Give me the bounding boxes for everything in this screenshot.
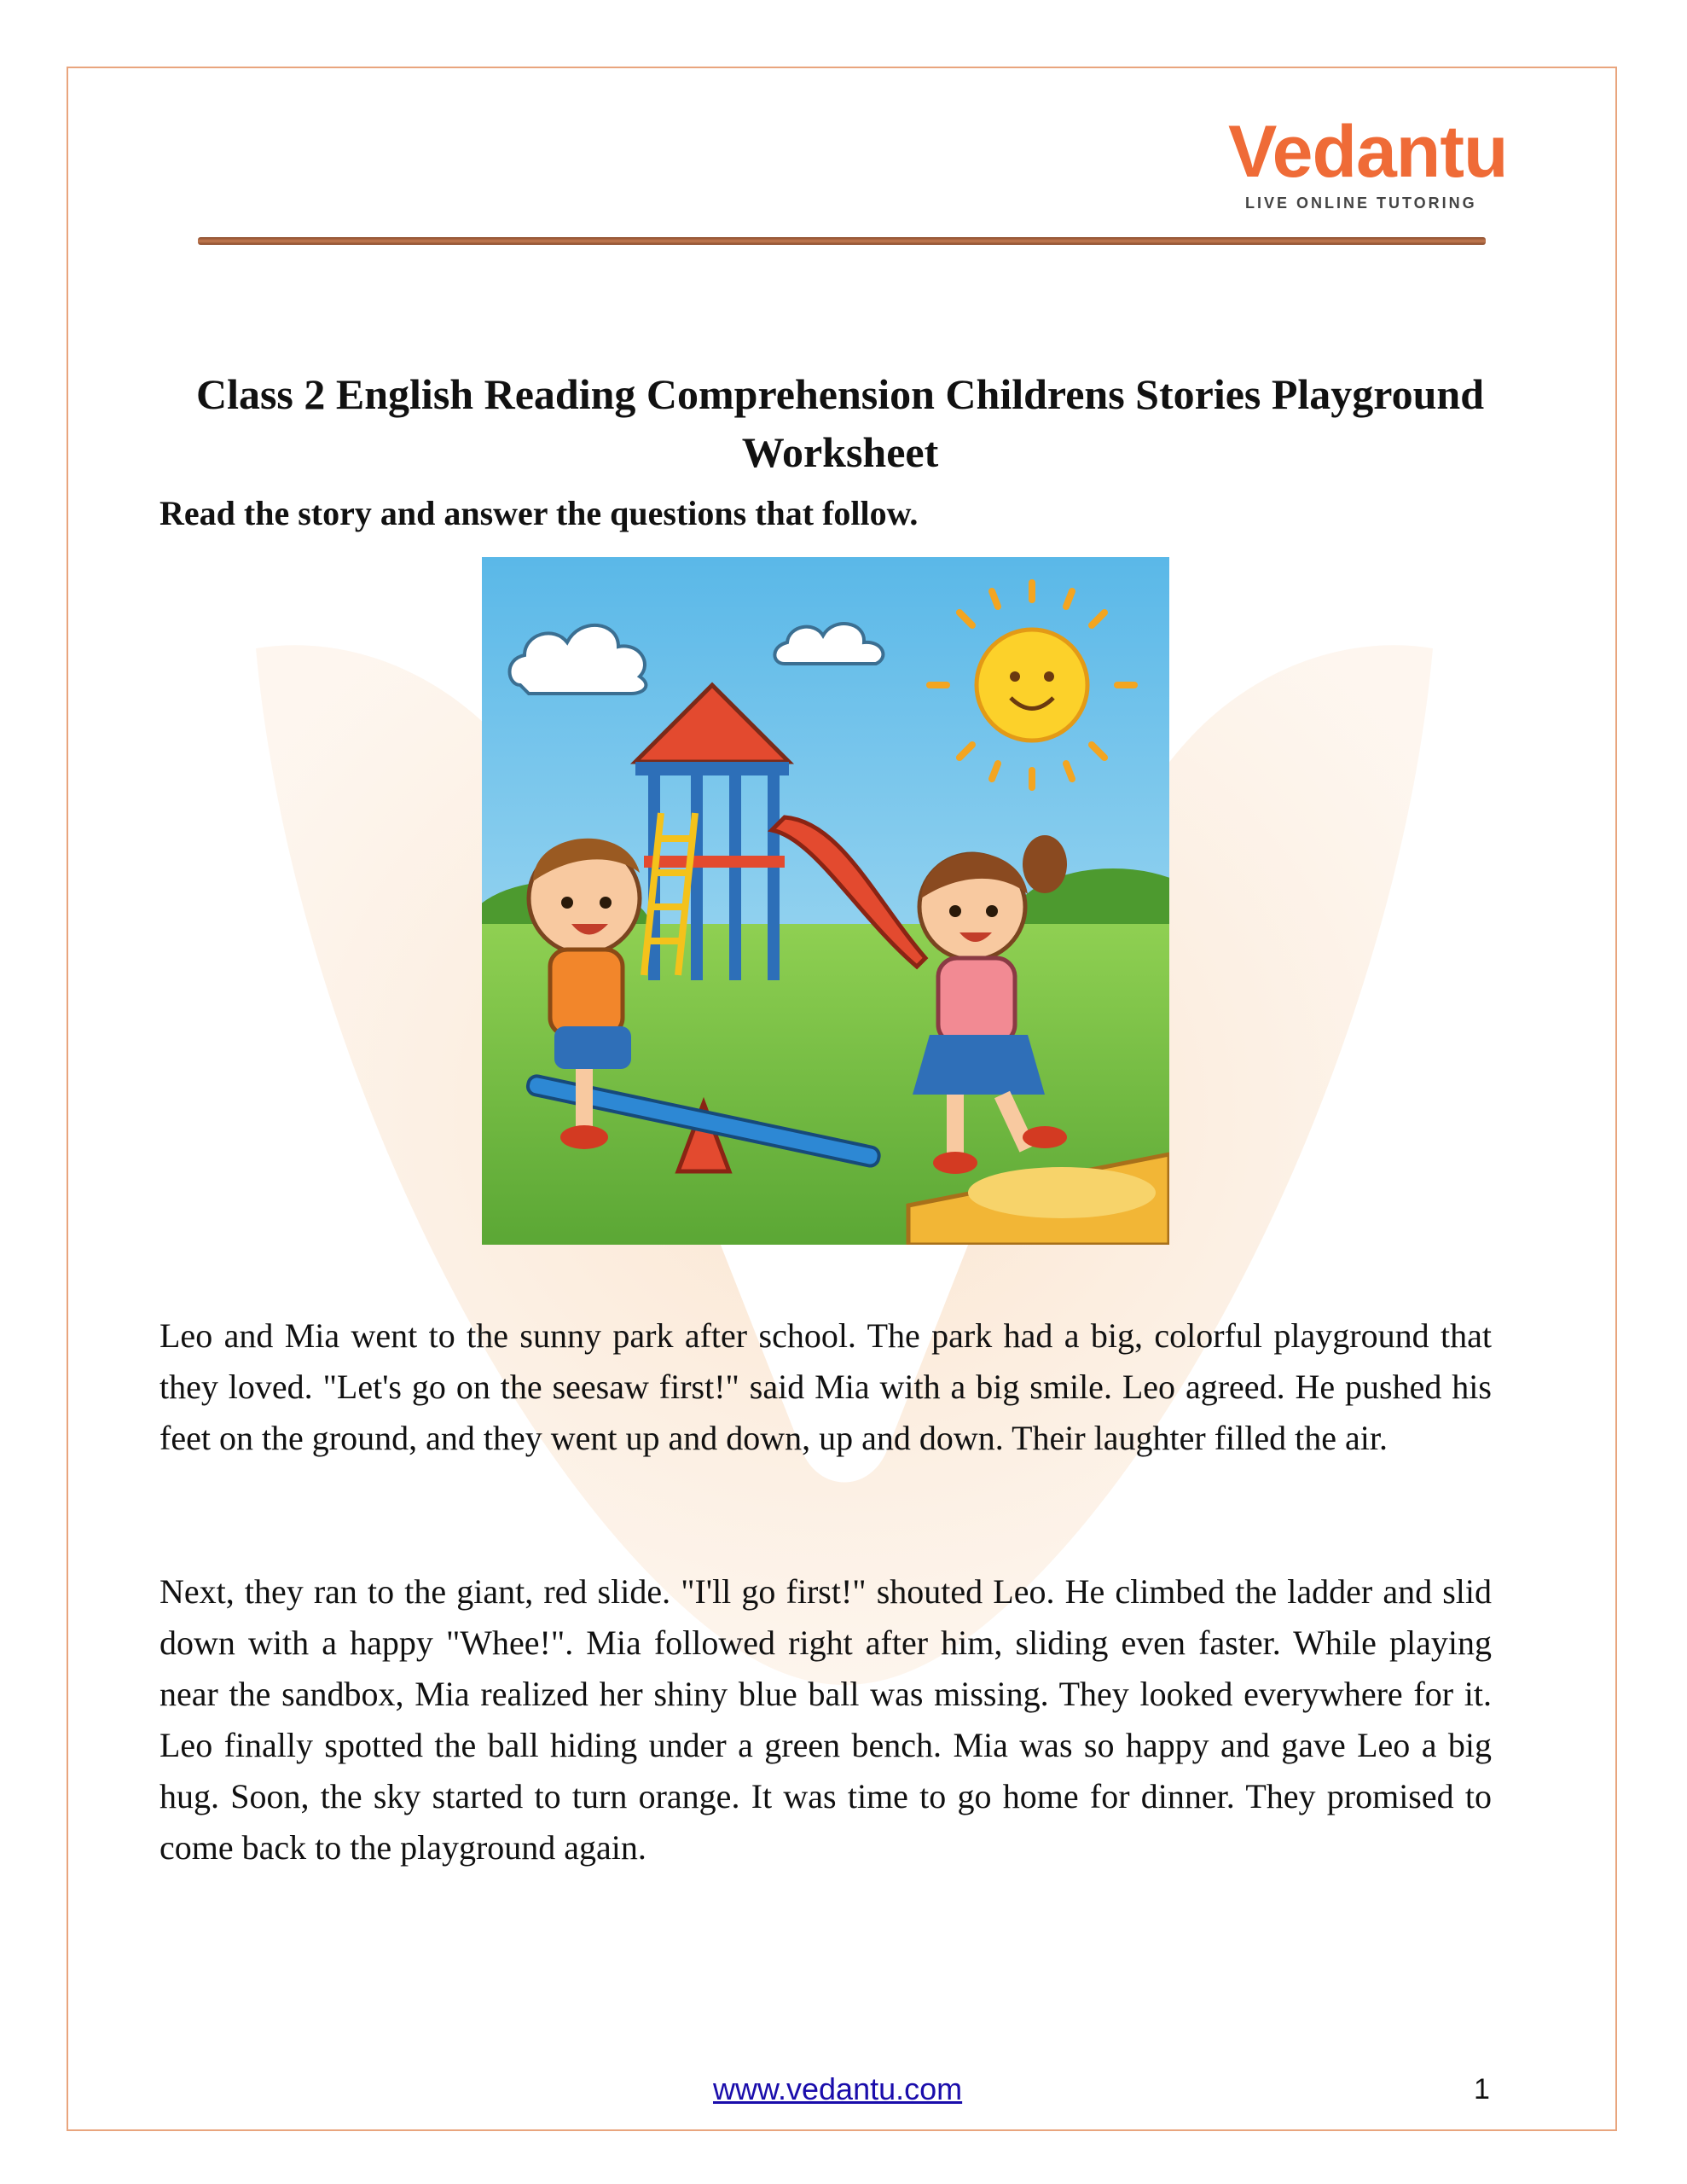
story-paragraph-2: Next, they ran to the giant, red slide. "I'll go first!" shouted Leo. He climbed the ladder and slid down with a happy "Whee!". Mia followed right after him, sliding even faster. While playing near the sandbox, Mia realized her shiny blue ball was missing. They looked everywhere for it. Leo finally spotted the ball hiding under a green bench. Mia was so happy and gave Leo a big hug. Soon, the sky started to turn orange. It was time to go home for dinner. They promised to come back to the playground again. [159, 1572, 1492, 1867]
logo-wordmark: Vedantu [1228, 111, 1508, 193]
logo-tagline: LIVE ONLINE TUTORING [1245, 195, 1477, 212]
story-paragraph-1: Leo and Mia went to the sunny park after school. The park had a big, colorful playground that they loved. "Let's go on the seesaw first!" said Mia with a big smile. Leo agreed. He pushed his feet on the ground, and they went up and down, up and down. Their laughter filled the air. [159, 1316, 1492, 1457]
instruction-text: Read the story and answer the questions that follow. [159, 494, 919, 532]
page-number: 1 [1474, 2073, 1490, 2106]
footer-website-link[interactable]: www.vedantu.com [713, 2071, 963, 2106]
vedantu-logo [1194, 109, 1508, 220]
page-title: Class 2 English Reading Comprehension Childrens Stories Playground Worksheet [195, 370, 1485, 476]
header-divider [198, 237, 1486, 245]
playground-illustration [482, 557, 1169, 1245]
